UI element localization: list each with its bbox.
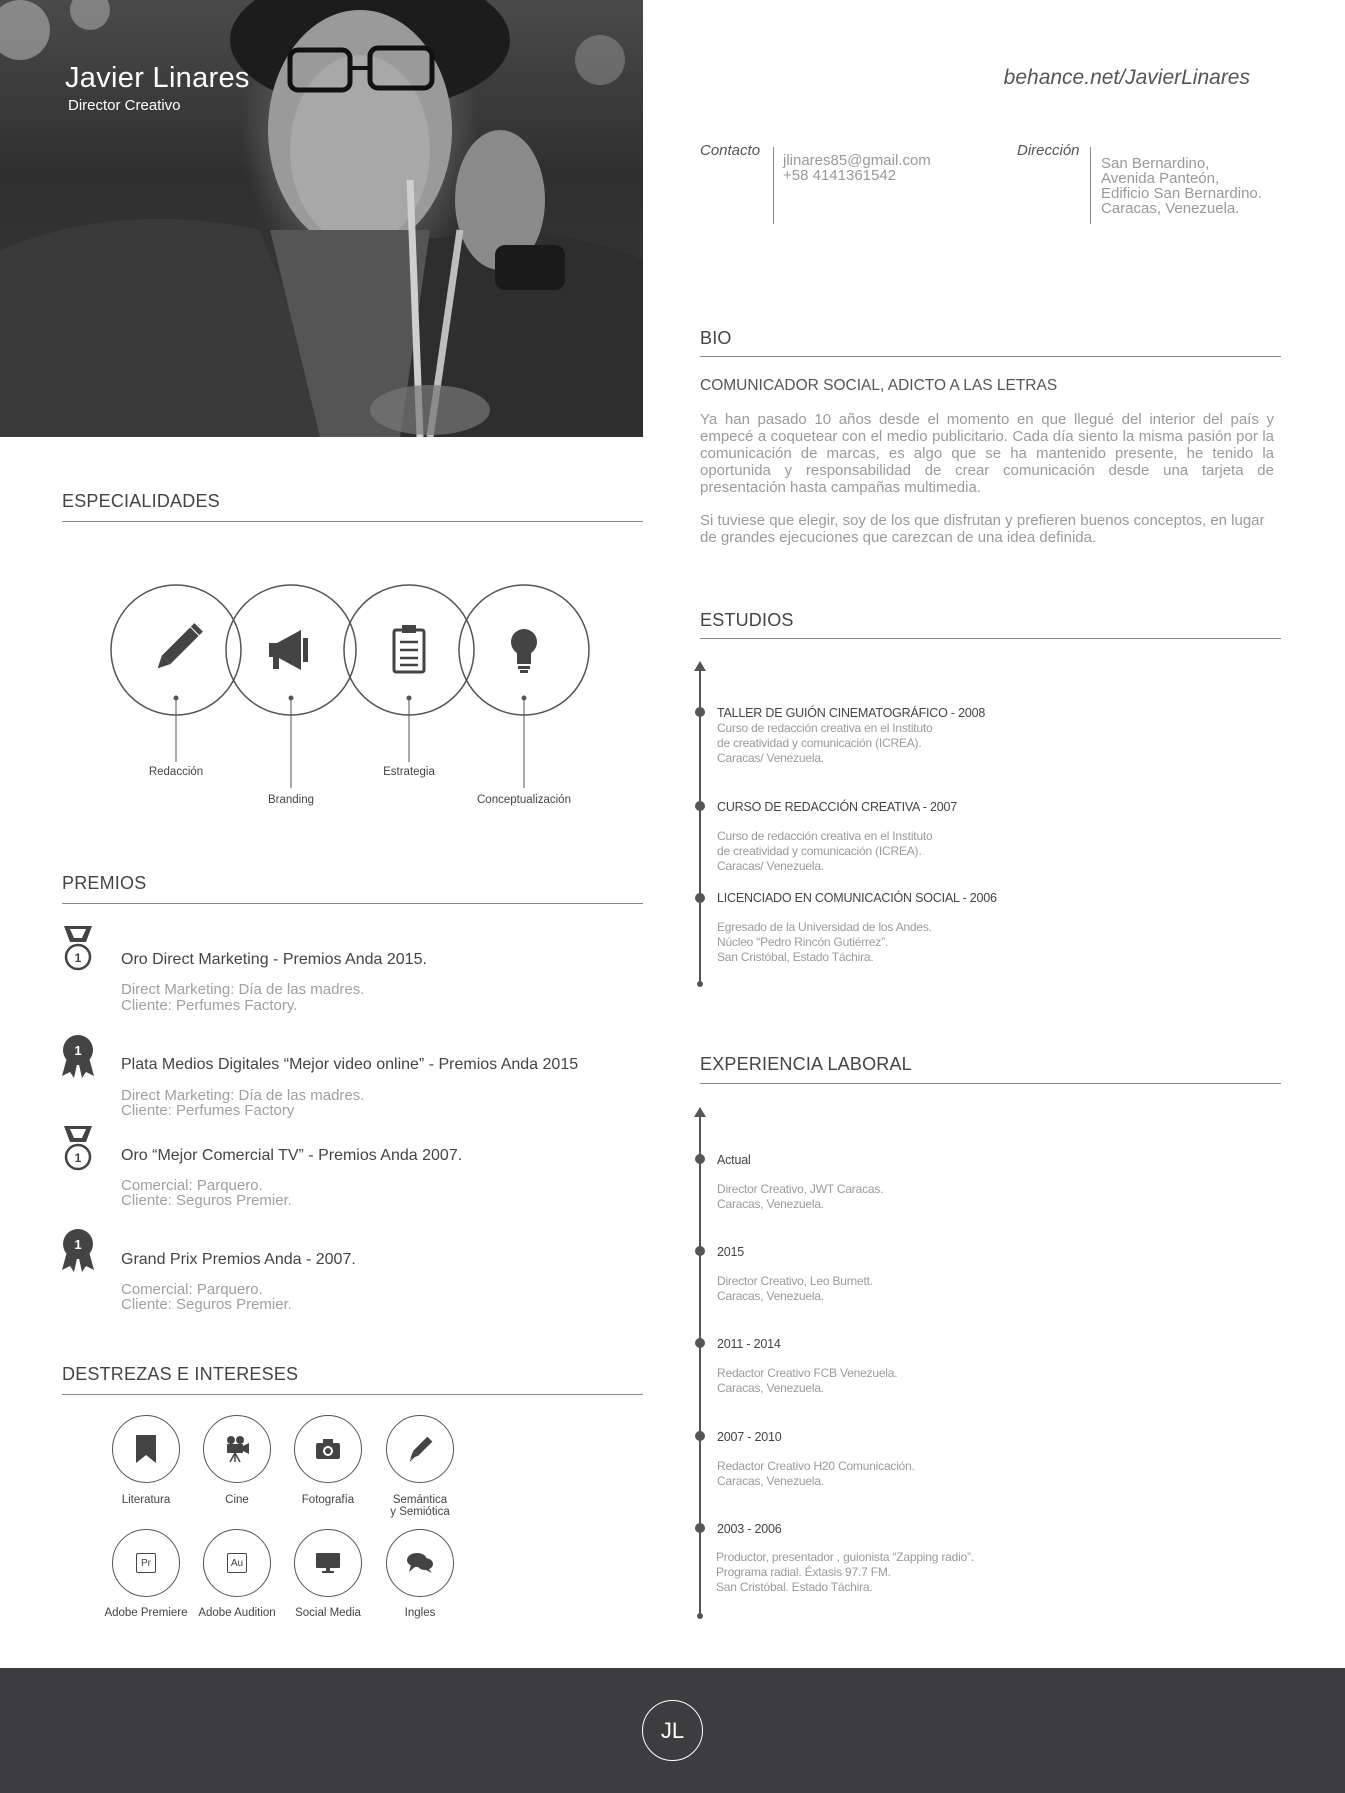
address-line: Caracas, Venezuela. (1101, 200, 1240, 217)
specialty-label: Branding (267, 794, 315, 806)
experiencia-detail: Productor, presentador , guionista “Zapping radio”. (716, 1550, 974, 1564)
award-detail: Cliente: Seguros Premier. (121, 1296, 292, 1313)
timeline-dot (695, 801, 705, 811)
lightbulb-icon (511, 629, 537, 673)
experiencia-detail: San Cristóbal. Estado Táchira. (716, 1580, 873, 1594)
contact-phone: +58 4141361542 (783, 167, 897, 184)
medal-icon (60, 926, 96, 972)
experiencia-detail: Redactor Creativo FCB Venezuela. (717, 1366, 898, 1380)
experiencia-title: Actual (717, 1153, 751, 1167)
experiencia-detail: Director Creativo, Leo Burnett. (717, 1274, 873, 1288)
speech-bubbles-icon (406, 1551, 434, 1575)
skill-ingles (386, 1529, 454, 1597)
estudio-title: LICENCIADO EN COMUNICACIÓN SOCIAL - 2006 (717, 891, 997, 905)
audition-icon: Au (227, 1553, 247, 1573)
estudios-heading: ESTUDIOS (700, 610, 794, 630)
timeline-dot (695, 893, 705, 903)
specialty-label: Estrategia (383, 766, 435, 778)
bio-subtitle: COMUNICADOR SOCIAL, ADICTO A LAS LETRAS (700, 377, 1058, 394)
experiencia-detail: Redactor Creativo H20 Comunicación. (717, 1459, 915, 1473)
especialidades-rule (62, 521, 643, 522)
award-detail: Direct Marketing: Día de las madres. (121, 1087, 365, 1104)
experiencia-detail: Caracas, Venezuela. (717, 1474, 824, 1488)
skill-label: Fotografía (301, 1494, 355, 1506)
experiencia-title: 2011 - 2014 (717, 1337, 781, 1351)
monitor-icon (315, 1552, 341, 1574)
person-name: Javier Linares (65, 62, 250, 94)
rosette-icon (58, 1034, 98, 1080)
rosette-icon (58, 1228, 98, 1274)
award-title: Grand Prix Premios Anda - 2007. (121, 1251, 356, 1268)
award-title: Plata Medios Digitales “Mejor video online” - Premios Anda 2015 (121, 1056, 579, 1073)
contact-email[interactable]: jlinares85@gmail.com (783, 152, 931, 169)
skill-label: Ingles (404, 1607, 436, 1619)
especialidades-heading: ESPECIALIDADES (62, 491, 220, 511)
estudio-detail: Núcleo “Pedro Rincón Gutiérrez”. (717, 935, 889, 949)
estudios-rule (700, 638, 1281, 639)
estudio-detail: de creatividad y comunicación (ICREA). (717, 844, 922, 858)
skill-label: y Semiótica (390, 1506, 450, 1518)
skill-label: Adobe Premiere (104, 1607, 188, 1619)
award-detail: Comercial: Parquero. (121, 1177, 263, 1194)
svg-text:1: 1 (74, 951, 82, 965)
contact-divider (773, 147, 774, 224)
timeline-end-dot (697, 981, 703, 987)
estudio-detail: Curso de redacción creativa en el Instituto (717, 721, 933, 735)
timeline-dot (695, 707, 705, 717)
experiencia-detail: Caracas, Venezuela. (717, 1289, 824, 1303)
experiencia-detail: Director Creativo, JWT Caracas. (717, 1182, 884, 1196)
premiere-icon: Pr (136, 1553, 156, 1573)
skill-adobe-premiere (112, 1529, 180, 1597)
experiencia-detail: Caracas, Venezuela. (717, 1197, 824, 1211)
experiencia-heading: EXPERIENCIA LABORAL (700, 1054, 912, 1074)
megaphone-icon (269, 630, 308, 670)
skill-label: Social Media (295, 1607, 361, 1619)
address-line: San Bernardino, (1101, 155, 1210, 172)
website-link[interactable]: behance.net/JavierLinares (1003, 66, 1250, 89)
experiencia-title: 2003 - 2006 (717, 1522, 782, 1536)
premios-rule (62, 903, 643, 904)
timeline-dot (695, 1431, 705, 1441)
experiencia-detail: Caracas, Venezuela. (717, 1381, 824, 1395)
skill-adobe-audition (203, 1529, 271, 1597)
skill-label: Literatura (121, 1494, 171, 1506)
address-line: Edificio San Bernardino. (1101, 185, 1262, 202)
skill-literatura (112, 1415, 180, 1483)
estudio-title: CURSO DE REDACCIÓN CREATIVA - 2007 (717, 800, 958, 814)
estudio-detail: de creatividad y comunicación (ICREA). (717, 736, 922, 750)
svg-text:1: 1 (74, 1237, 82, 1252)
pen-icon (406, 1435, 434, 1463)
award-detail: Cliente: Seguros Premier. (121, 1192, 292, 1209)
skill-label: Adobe Audition (198, 1607, 276, 1619)
experiencia-detail: Programa radial. Éxtasis 97.7 FM. (716, 1565, 891, 1579)
svg-text:1: 1 (74, 1151, 82, 1165)
skill-label: Semántica (392, 1494, 448, 1506)
movie-camera-icon (223, 1435, 251, 1463)
experiencia-rule (700, 1083, 1281, 1084)
estudio-title: TALLER DE GUIÓN CINEMATOGRÁFICO - 2008 (717, 706, 986, 720)
bio-paragraph: Ya han pasado 10 años desde el momento en que llegué del interior del país y empecé a coquetear con el medio publicitario. Cada día siento la misma pasión por la comunicación de marcas, es algo que se ha mantenido presente, he tenido la oportunida y responsabilidad de crear comunicación desde una tarjeta de presentación hasta campañas multimedia. (700, 411, 1274, 496)
award-detail: Comercial: Parquero. (121, 1281, 263, 1298)
estudio-detail: Caracas/ Venezuela. (717, 751, 824, 765)
experiencia-timeline (699, 1114, 701, 1617)
skill-label: Cine (225, 1494, 249, 1506)
estudio-detail: San Cristóbal, Estado Táchira. (717, 950, 874, 964)
bio-paragraph: Si tuviese que elegir, soy de los que disfrutan y prefieren buenos conceptos, en lugar de grandes ejecuciones que carezcan de una idea definida. (700, 512, 1265, 546)
bio-heading: BIO (700, 328, 732, 348)
address-line: Avenida Panteón, (1101, 170, 1220, 187)
award-detail: Cliente: Perfumes Factory (121, 1102, 295, 1119)
award-title: Oro Direct Marketing - Premios Anda 2015. (121, 951, 427, 968)
award-detail: Direct Marketing: Día de las madres. (121, 981, 365, 998)
experiencia-title: 2007 - 2010 (717, 1430, 782, 1444)
pencil-icon (153, 623, 202, 672)
award-detail: Cliente: Perfumes Factory. (121, 997, 298, 1014)
premios-heading: PREMIOS (62, 873, 147, 893)
address-divider (1090, 147, 1091, 224)
specialty-label: Redacción (148, 766, 204, 778)
experiencia-title: 2015 (717, 1245, 745, 1259)
estudio-detail: Caracas/ Venezuela. (717, 859, 824, 873)
clipboard-icon (394, 625, 424, 672)
address-label: Dirección (1017, 142, 1080, 159)
destrezas-rule (62, 1394, 643, 1395)
medal-icon (60, 1126, 96, 1172)
specialty-label: Conceptualización (477, 794, 571, 806)
bio-rule (700, 356, 1281, 357)
timeline-end-dot (697, 1613, 703, 1619)
timeline-dot (695, 1523, 705, 1533)
destrezas-heading: DESTREZAS E INTERESES (62, 1364, 299, 1384)
estudio-detail: Egresado de la Universidad de los Andes. (717, 920, 932, 934)
skill-cine (203, 1415, 271, 1483)
skill-semantica (386, 1415, 454, 1483)
person-role: Director Creativo (68, 97, 181, 114)
bookmark-icon (134, 1435, 158, 1463)
contact-label: Contacto (700, 142, 761, 159)
skill-social-media (294, 1529, 362, 1597)
award-title: Oro “Mejor Comercial TV” - Premios Anda 2007. (121, 1147, 463, 1164)
estudio-detail: Curso de redacción creativa en el Instituto (717, 829, 933, 843)
camera-icon (315, 1438, 341, 1460)
monogram-logo: JL (642, 1700, 703, 1761)
profile-photo (0, 0, 643, 437)
timeline-dot (695, 1338, 705, 1348)
skill-fotografia (294, 1415, 362, 1483)
svg-text:1: 1 (74, 1043, 82, 1058)
timeline-dot (695, 1154, 705, 1164)
timeline-dot (695, 1246, 705, 1256)
